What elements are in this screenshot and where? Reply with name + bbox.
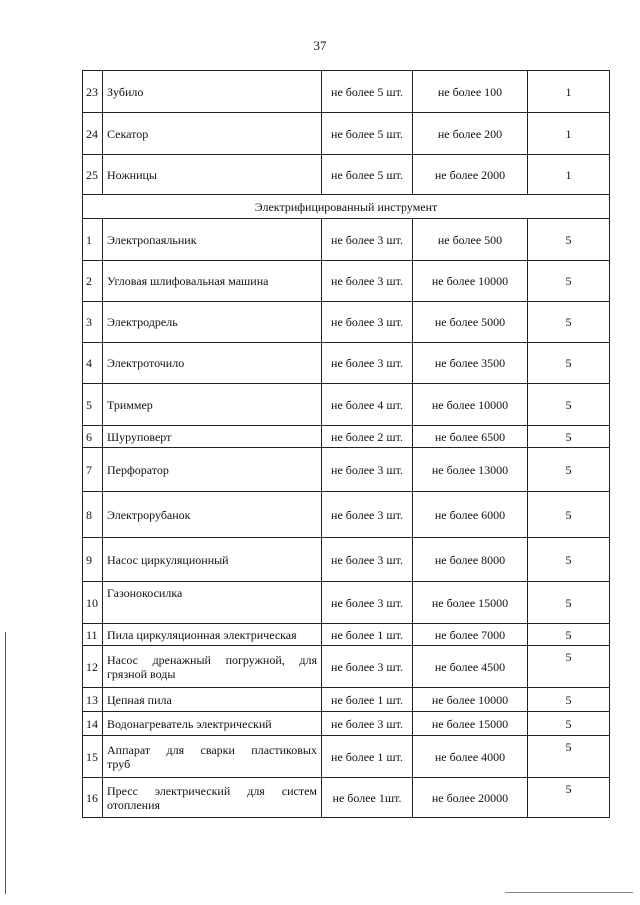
item-price: не более 500	[413, 219, 528, 261]
row-number: 9	[83, 538, 103, 582]
table-row	[83, 302, 610, 343]
item-quantity: не более 1шт.	[322, 778, 413, 818]
item-quantity: не более 3 шт.	[322, 219, 413, 261]
item-quantity: не более 2 шт.	[322, 426, 413, 448]
item-price: не более 4000	[413, 736, 528, 778]
item-name: Насос циркуляционный	[103, 538, 322, 582]
item-service-life: 5	[528, 688, 610, 712]
item-service-life: 5	[528, 538, 610, 582]
item-name-line: отопления	[107, 797, 161, 812]
row-number: 4	[83, 343, 103, 384]
item-price: не более 2000	[413, 155, 528, 195]
item-name-line: Насос дренажный погружной, для	[107, 652, 317, 667]
item-service-life: 5	[528, 582, 610, 624]
item-name	[103, 646, 322, 688]
item-name: Шуруповерт	[103, 426, 322, 448]
item-name-line: Пресс электрический для систем	[107, 783, 317, 798]
item-service-life: 5	[528, 646, 610, 688]
item-quantity: не более 3 шт.	[322, 538, 413, 582]
scan-margin-line	[5, 632, 6, 894]
table-row	[83, 538, 610, 582]
item-quantity: не более 3 шт.	[322, 492, 413, 538]
row-number: 13	[83, 688, 103, 712]
table-row	[83, 113, 610, 155]
table-row	[83, 219, 610, 261]
item-name: Электрорубанок	[103, 492, 322, 538]
item-price: не более 15000	[413, 582, 528, 624]
row-number: 10	[83, 582, 103, 624]
item-name: Триммер	[103, 384, 322, 426]
item-name: Угловая шлифовальная машина	[103, 261, 322, 302]
row-number: 25	[83, 155, 103, 195]
item-price: не более 8000	[413, 538, 528, 582]
item-service-life: 5	[528, 302, 610, 343]
item-service-life: 5	[528, 384, 610, 426]
table-row	[83, 646, 610, 688]
item-service-life: 5	[528, 736, 610, 778]
item-name: Цепная пила	[103, 688, 322, 712]
page-number: 37	[313, 38, 327, 53]
item-price: не более 10000	[413, 261, 528, 302]
item-name: Водонагреватель электрический	[103, 712, 322, 736]
section-title: Электрифицированный инструмент	[83, 195, 610, 219]
item-price: не более 13000	[413, 448, 528, 492]
item-name-line: Аппарат для сварки пластиковых	[107, 742, 317, 757]
item-name: Электродрель	[103, 302, 322, 343]
item-quantity: не более 4 шт.	[322, 384, 413, 426]
item-service-life: 5	[528, 261, 610, 302]
item-name-line: грязной воды	[107, 666, 176, 681]
item-price: не более 3500	[413, 343, 528, 384]
table-row	[83, 155, 610, 195]
item-price: не более 4500	[413, 646, 528, 688]
item-quantity: не более 3 шт.	[322, 712, 413, 736]
item-name: Электроточило	[103, 343, 322, 384]
item-name: Зубило	[103, 71, 322, 113]
item-name: Секатор	[103, 113, 322, 155]
item-price: не более 10000	[413, 688, 528, 712]
table-row	[83, 343, 610, 384]
item-name: Перфоратор	[103, 448, 322, 492]
item-quantity: не более 3 шт.	[322, 261, 413, 302]
item-price: не более 15000	[413, 712, 528, 736]
item-service-life: 5	[528, 426, 610, 448]
table-row	[83, 384, 610, 426]
item-price: не более 6000	[413, 492, 528, 538]
item-price: не более 20000	[413, 778, 528, 818]
item-quantity: не более 1 шт.	[322, 688, 413, 712]
item-service-life: 5	[528, 712, 610, 736]
item-service-life: 5	[528, 219, 610, 261]
item-service-life: 5	[528, 343, 610, 384]
item-price: не более 6500	[413, 426, 528, 448]
row-number: 3	[83, 302, 103, 343]
table-row	[83, 736, 610, 778]
item-service-life: 1	[528, 71, 610, 113]
row-number: 12	[83, 646, 103, 688]
item-service-life: 5	[528, 624, 610, 646]
item-quantity: не более 5 шт.	[322, 113, 413, 155]
item-price: не более 10000	[413, 384, 528, 426]
item-service-life: 1	[528, 155, 610, 195]
item-quantity: не более 3 шт.	[322, 343, 413, 384]
item-name: Пила циркуляционная электрическая	[103, 624, 322, 646]
row-number: 8	[83, 492, 103, 538]
item-quantity: не более 5 шт.	[322, 71, 413, 113]
item-name: Ножницы	[103, 155, 322, 195]
item-quantity: не более 3 шт.	[322, 582, 413, 624]
row-number: 23	[83, 71, 103, 113]
row-number: 6	[83, 426, 103, 448]
row-number: 11	[83, 624, 103, 646]
item-quantity: не более 1 шт.	[322, 624, 413, 646]
item-service-life: 5	[528, 778, 610, 818]
table-row	[83, 624, 610, 646]
item-name	[103, 778, 322, 818]
item-service-life: 5	[528, 448, 610, 492]
item-name: Газонокосилка	[103, 582, 322, 624]
table-row	[83, 688, 610, 712]
item-price: не более 100	[413, 71, 528, 113]
item-quantity: не более 3 шт.	[322, 302, 413, 343]
item-price: не более 200	[413, 113, 528, 155]
item-quantity: не более 3 шт.	[322, 448, 413, 492]
item-service-life: 1	[528, 113, 610, 155]
row-number: 16	[83, 778, 103, 818]
table-row	[83, 448, 610, 492]
table-row	[83, 261, 610, 302]
item-name: Электропаяльник	[103, 219, 322, 261]
row-number: 15	[83, 736, 103, 778]
row-number: 7	[83, 448, 103, 492]
table-row	[83, 426, 610, 448]
item-quantity: не более 5 шт.	[322, 155, 413, 195]
item-name	[103, 736, 322, 778]
row-number: 5	[83, 384, 103, 426]
table-row	[83, 778, 610, 818]
table-row	[83, 582, 610, 624]
item-name-line: труб	[107, 756, 131, 771]
table-row	[83, 71, 610, 113]
row-number: 14	[83, 712, 103, 736]
scan-bottom-line	[505, 892, 633, 893]
table-row	[83, 712, 610, 736]
section-row	[83, 195, 610, 219]
row-number: 2	[83, 261, 103, 302]
item-service-life: 5	[528, 492, 610, 538]
table-row	[83, 492, 610, 538]
equipment-table	[82, 70, 610, 818]
item-quantity: не более 1 шт.	[322, 736, 413, 778]
item-quantity: не более 3 шт.	[322, 646, 413, 688]
row-number: 1	[83, 219, 103, 261]
item-price: не более 5000	[413, 302, 528, 343]
row-number: 24	[83, 113, 103, 155]
item-price: не более 7000	[413, 624, 528, 646]
